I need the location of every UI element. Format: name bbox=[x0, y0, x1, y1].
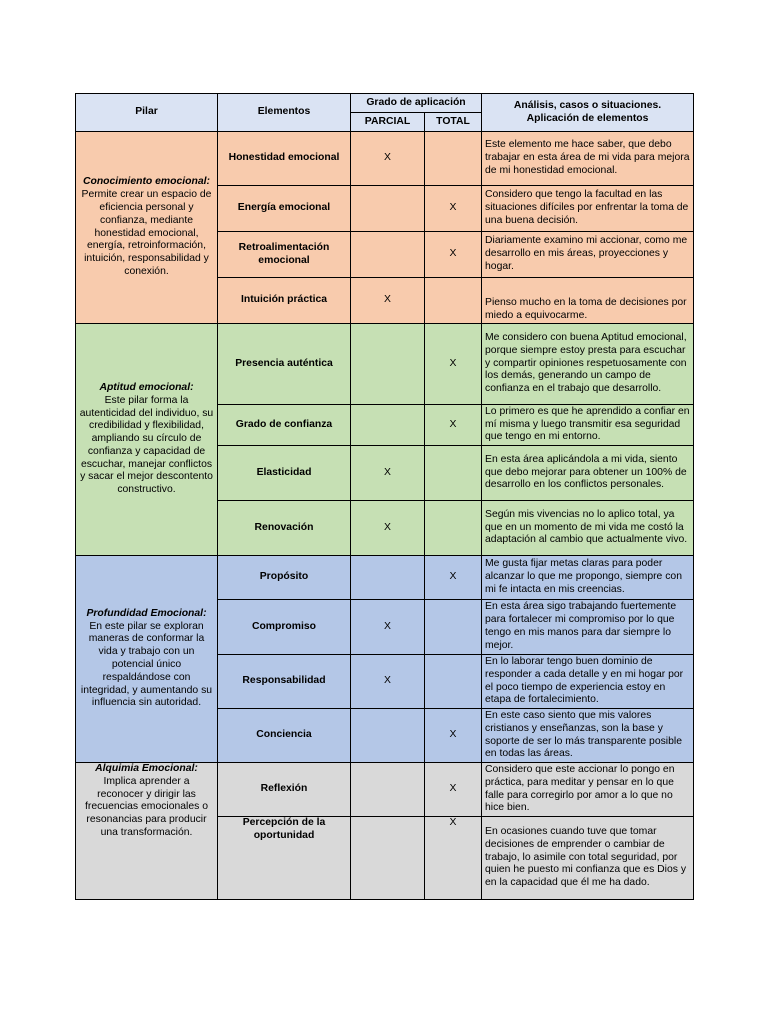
total-mark: X bbox=[425, 232, 482, 278]
pilar-title: Profundidad Emocional: bbox=[86, 607, 207, 619]
element-name: Renovación bbox=[218, 501, 351, 556]
total-mark bbox=[425, 446, 482, 501]
analysis-text: Diariamente examino mi accionar, como me desarrollo en mis áreas, proyecciones y hogar. bbox=[482, 232, 694, 278]
header-analisis-line1: Análisis, casos o situaciones. bbox=[513, 99, 662, 111]
table-row bbox=[76, 132, 694, 186]
parcial-mark bbox=[351, 556, 425, 600]
analysis-text: Pienso mucho en la toma de decisiones por miedo a equivocarme. bbox=[482, 278, 694, 324]
total-mark bbox=[425, 600, 482, 655]
analysis-text: En esta área sigo trabajando fuertemente para fortalecer mi compromiso por lo que tengo en mis manos para dar siempre lo mejor. bbox=[482, 600, 694, 655]
pilar-description: Permite crear un espacio de eficiencia personal y confianza, mediante honestidad emocional, energía, retroinformación, intuición, responsabilidad y conexión. bbox=[81, 189, 212, 277]
total-mark: X bbox=[425, 324, 482, 405]
header-total: TOTAL bbox=[425, 113, 482, 132]
parcial-mark bbox=[351, 232, 425, 278]
element-name: Honestidad emocional bbox=[218, 132, 351, 186]
analysis-text: Lo primero es que he aprendido a confiar en mí misma y luego transmitir esa seguridad que tengo en mi entorno. bbox=[482, 405, 694, 446]
element-name: Intuición práctica bbox=[218, 278, 351, 324]
parcial-mark bbox=[351, 709, 425, 763]
element-name: Propósito bbox=[218, 556, 351, 600]
analysis-text: En esta área aplicándola a mi vida, siento que debo mejorar para obtener un 100% de desarrollo en los conflictos personales. bbox=[482, 446, 694, 501]
total-mark bbox=[425, 501, 482, 556]
total-mark: X bbox=[425, 405, 482, 446]
total-mark: X bbox=[425, 709, 482, 763]
pilar-cell bbox=[76, 556, 218, 763]
parcial-mark: X bbox=[351, 446, 425, 501]
element-name: Reflexión bbox=[218, 763, 351, 817]
pilar-title: Alquimia Emocional: bbox=[95, 763, 198, 774]
pilar-title: Conocimiento emocional: bbox=[82, 176, 210, 188]
analysis-text: En este caso siento que mis valores cristianos y enseñanzas, son la base y soporte de ser lo más transparente posible en todas las áreas. bbox=[482, 709, 694, 763]
parcial-mark: X bbox=[351, 600, 425, 655]
analysis-text: Me considero con buena Aptitud emocional, porque siempre estoy presta para escuchar y compartir opiniones respetuosamente con los demás, generando un campo de confianza en el trabajo que desarrollo. bbox=[482, 324, 694, 405]
element-name: Retroalimentación emocional bbox=[218, 232, 351, 278]
emotional-pillars-table bbox=[75, 93, 694, 900]
header-parcial: PARCIAL bbox=[351, 113, 425, 132]
analysis-text: En ocasiones cuando tuve que tomar decisiones de emprender o cambiar de trabajo, lo asimile con total seguridad, por quien he puesto mi confianza que es Dios y en la capacidad que él me ha dado. bbox=[482, 817, 694, 900]
pilar-cell bbox=[76, 763, 218, 900]
pilar-cell bbox=[76, 324, 218, 556]
parcial-mark bbox=[351, 817, 425, 900]
pilar-title: Aptitud emocional: bbox=[99, 381, 194, 393]
element-name: Conciencia bbox=[218, 709, 351, 763]
total-mark: X bbox=[425, 763, 482, 817]
element-name: Grado de confianza bbox=[218, 405, 351, 446]
analysis-text: Considero que este accionar lo pongo en práctica, para meditar y pensar en lo que falle para corregirlo por amor a lo que no hice bien. bbox=[482, 763, 694, 817]
total-mark bbox=[425, 655, 482, 709]
parcial-mark: X bbox=[351, 132, 425, 186]
pilar-description: Implica aprender a reconocer y dirigir las frecuencias emocionales o resonancias para producir una transformación. bbox=[84, 775, 209, 838]
analysis-text: En lo laborar tengo buen dominio de responder a cada detalle y en mi hogar por el poco tiempo de experiencia estoy en etapa de fortalecimiento. bbox=[482, 655, 694, 709]
element-name: Percepción de la oportunidad bbox=[218, 817, 351, 900]
element-name: Elasticidad bbox=[218, 446, 351, 501]
pilar-cell bbox=[76, 132, 218, 324]
header-pilar: Pilar bbox=[76, 94, 218, 132]
total-mark bbox=[425, 132, 482, 186]
analysis-text: Me gusta fijar metas claras para poder alcanzar lo que me propongo, siempre con mi fe intacta en mis creencias. bbox=[482, 556, 694, 600]
pilar-description: En este pilar se exploran maneras de conformar la vida y trabajo con un potencial único respaldándose con integridad, y aumentando su influencia sin autoridad. bbox=[80, 620, 213, 709]
parcial-mark bbox=[351, 763, 425, 817]
parcial-mark bbox=[351, 405, 425, 446]
table-row bbox=[76, 324, 694, 405]
total-mark: X bbox=[425, 556, 482, 600]
parcial-mark: X bbox=[351, 278, 425, 324]
total-mark bbox=[425, 278, 482, 324]
parcial-mark: X bbox=[351, 655, 425, 709]
header-analisis-line2: Aplicación de elementos bbox=[526, 112, 649, 124]
pilar-description: Este pilar forma la autenticidad del individuo, su credibilidad y flexibilidad, ampliando su círculo de confianza y capacidad de escuchar, manejar conflictos y sacar el mejor descontento constructivo. bbox=[79, 394, 214, 496]
table-row bbox=[76, 763, 694, 817]
analysis-text: Este elemento me hace saber, que debo trabajar en esta área de mi vida para mejora de mi honestidad emocional. bbox=[482, 132, 694, 186]
table-row bbox=[76, 556, 694, 600]
parcial-mark: X bbox=[351, 501, 425, 556]
analysis-text: Según mis vivencias no lo aplico total, ya que en un momento de mi vida me costó la adaptación al cambio que actualmente vivo. bbox=[482, 501, 694, 556]
element-name: Compromiso bbox=[218, 600, 351, 655]
element-name: Responsabilidad bbox=[218, 655, 351, 709]
header-elementos: Elementos bbox=[218, 94, 351, 132]
analysis-text: Considero que tengo la facultad en las situaciones difíciles por enfrentar la toma de una buena decisión. bbox=[482, 186, 694, 232]
header-analisis bbox=[482, 94, 694, 132]
total-mark: X bbox=[425, 186, 482, 232]
element-name: Energía emocional bbox=[218, 186, 351, 232]
element-name: Presencia auténtica bbox=[218, 324, 351, 405]
header-grado: Grado de aplicación bbox=[351, 94, 482, 113]
parcial-mark bbox=[351, 186, 425, 232]
parcial-mark bbox=[351, 324, 425, 405]
total-mark: X bbox=[425, 817, 482, 900]
